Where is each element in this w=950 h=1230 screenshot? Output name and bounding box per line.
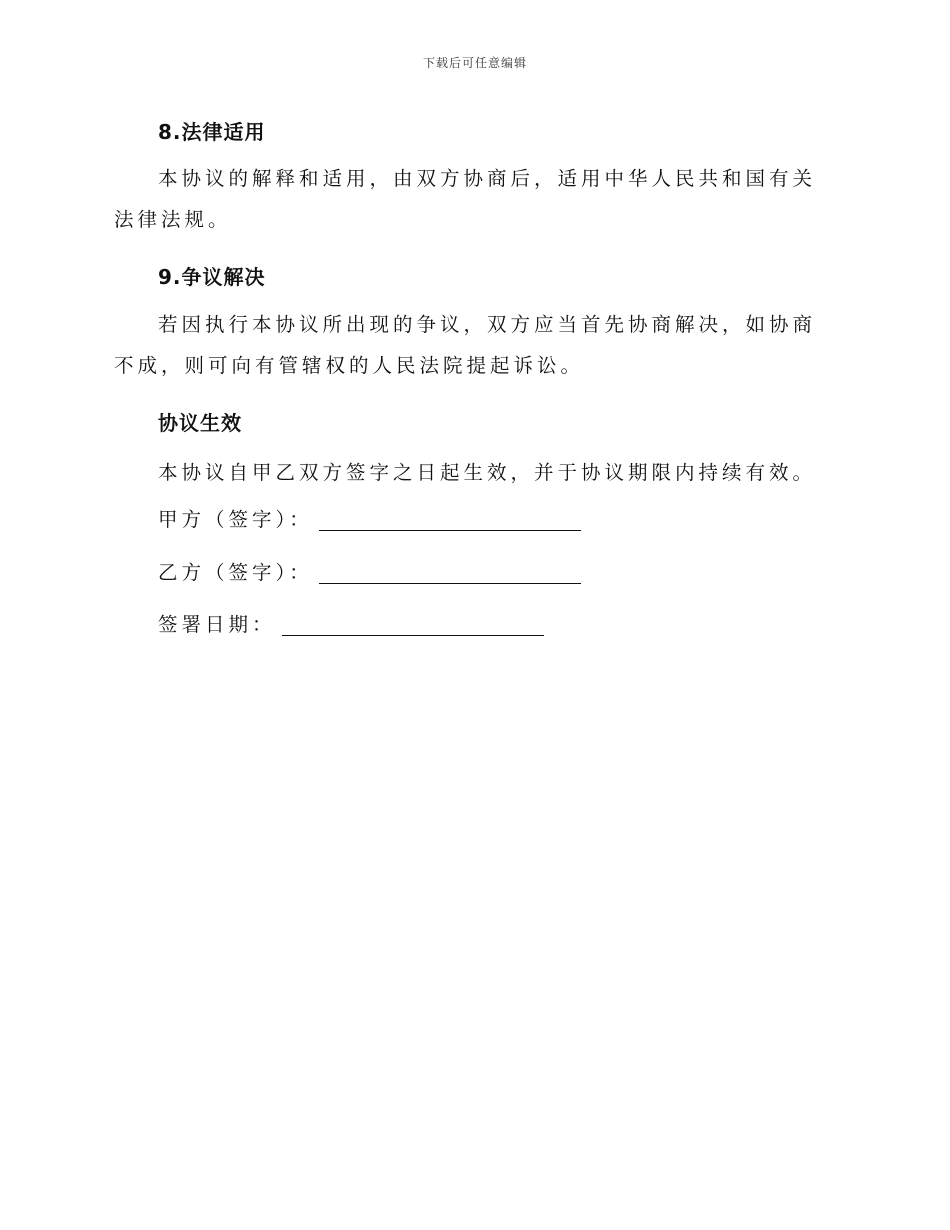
party-b-signature-line[interactable]	[319, 583, 581, 584]
party-b-signature-label: 乙方（签字）：	[158, 561, 313, 584]
party-b-signature-row	[158, 559, 581, 587]
page-header: 下载后可任意编辑	[422, 56, 527, 70]
section-heading-applicable-law: 8.法律适用	[158, 120, 266, 144]
section-body-applicable-law: 本协议的解释和适用，由双方协商后，适用中华人民共和国有关法律法规。	[114, 167, 817, 231]
party-a-signature-row	[158, 506, 581, 534]
section-heading-dispute-resolution: 9.争议解决	[158, 265, 266, 289]
section-heading-effectiveness: 协议生效	[158, 411, 242, 435]
signing-date-row	[158, 611, 544, 639]
party-a-signature-label: 甲方（签字）：	[158, 508, 313, 531]
section-body-dispute-resolution: 若因执行本协议所出现的争议，双方应当首先协商解决，如协商不成，则可向有管辖权的人民法院提起诉讼。	[114, 313, 817, 377]
signing-date-label: 签署日期：	[158, 613, 276, 636]
section-body-effectiveness: 本协议自甲乙双方签字之日起生效，并于协议期限内持续有效。	[158, 461, 817, 484]
party-a-signature-line[interactable]	[319, 530, 581, 531]
signing-date-line[interactable]	[282, 635, 544, 636]
